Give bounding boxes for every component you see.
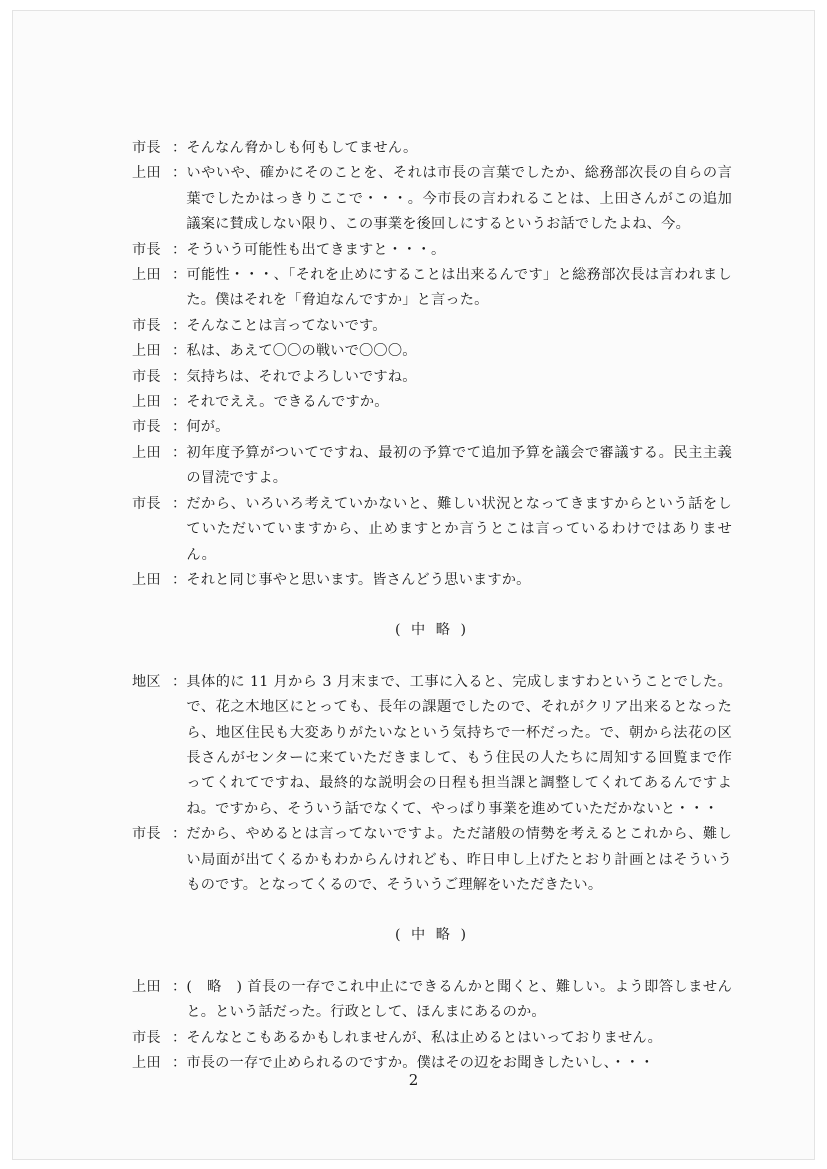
speaker-label: 地区	[132, 673, 161, 690]
dialogue-entry	[132, 822, 732, 898]
speech-text: 気持ちは、それでよろしいですね。	[186, 368, 417, 385]
speech-text: そんなとこもあるかもしれませんが、私は止めるとはいっておりません。	[186, 1029, 663, 1046]
speaker-separator: ：	[172, 978, 187, 995]
dialogue-entry	[132, 136, 732, 161]
speaker-label: 上田	[132, 267, 161, 284]
speech-text: 可能性・・・、「それを止めにすることは出来るんです」と総務部次長は言われました。僕はそれを「脅迫なんですか」と言った。	[186, 267, 732, 309]
speech-text: それでええ。できるんですか。	[186, 394, 389, 411]
speaker-label: 上田	[132, 571, 161, 588]
dialogue-entry	[132, 441, 732, 492]
speaker-label: 市長	[132, 1029, 161, 1046]
speaker-separator: ：	[172, 317, 187, 334]
speaker-separator: ：	[172, 1055, 187, 1071]
page-number: 2	[408, 1071, 419, 1089]
speaker-separator: ：	[172, 343, 187, 360]
dialogue-entry	[132, 314, 732, 339]
speaker-separator: ：	[172, 419, 187, 436]
speaker-separator: ：	[172, 826, 187, 843]
dialogue-entry	[132, 670, 732, 822]
speech-text: 私は、あえて〇〇の戦いで〇〇〇。	[186, 343, 417, 360]
speaker-label: 市長	[132, 419, 161, 436]
speaker-separator: ：	[172, 165, 187, 182]
dialogue-entry	[132, 365, 732, 390]
dialogue-entry	[132, 492, 732, 568]
speaker-separator: ：	[172, 444, 187, 461]
speaker-separator: ：	[172, 495, 187, 512]
dialogue-entry	[132, 263, 732, 314]
dialogue-entry	[132, 390, 732, 415]
speaker-separator: ：	[172, 267, 187, 284]
speech-text: いやいや、確かにそのことを、それは市長の言葉でしたか、総務部次長の自らの言葉でしたかはっきりここで・・・。今市長の言われることは、上田さんがこの追加議案に賛成しない限り、この事業を後回しにするというお話でしたよね、今。	[186, 165, 732, 233]
speaker-label: 市長	[132, 368, 161, 385]
dialogue-entry	[132, 975, 732, 1026]
speaker-label: 上田	[132, 165, 161, 182]
omission-marker: ( 中 略 )	[395, 622, 469, 639]
dialogue-entry	[132, 339, 732, 364]
speaker-label: 市長	[132, 826, 161, 843]
speech-text: 初年度予算がついてですね、最初の予算でて追加予算を議会で審議する。民主主義の冒涜ですよ。	[186, 444, 732, 487]
speaker-separator: ：	[172, 241, 187, 258]
dialogue-entry	[132, 568, 732, 593]
speaker-label: 上田	[132, 1055, 161, 1071]
speaker-label: 上田	[132, 394, 161, 411]
speaker-label: 上田	[132, 978, 161, 995]
speaker-separator: ：	[172, 394, 187, 411]
speaker-separator: ：	[172, 673, 187, 690]
speaker-separator: ：	[172, 571, 187, 588]
transcript	[132, 136, 732, 1076]
omission-marker: ( 中 略 )	[395, 927, 469, 944]
speaker-label: 市長	[132, 317, 161, 334]
speaker-label: 市長	[132, 495, 161, 512]
speech-text: ( 略 ) 首長の一存でこれ中止にできるんかと聞くと、難しい。よう即答しませんと。という話だった。行政として、ほんまにあるのか。	[186, 978, 732, 1021]
speaker-label: 上田	[132, 444, 161, 461]
speech-text: だから、いろいろ考えていかないと、難しい状況となってきますからという話をしていただいていますから、止めますとか言うとこは言っているわけではありません。	[186, 495, 732, 563]
speech-text: そういう可能性も出てきますと・・・。	[186, 241, 446, 258]
speech-text: そんなん脅かしも何もしてません。	[186, 140, 418, 156]
speaker-separator: ：	[172, 1029, 187, 1046]
speaker-label: 上田	[132, 343, 161, 360]
speech-text: 何が。	[186, 419, 230, 436]
speaker-separator: ：	[172, 140, 187, 156]
speech-text: だから、やめるとは言ってないですよ。ただ諸般の情勢を考えるとこれから、難しい局面が出てくるかもわからんけれども、昨日申し上げたとおり計画とはそういうものです。となってくるので、そういうご理解をいただきたい。	[186, 826, 732, 893]
speaker-label: 市長	[132, 241, 161, 258]
speech-text: 具体的に 11 月から 3 月末まで、工事に入ると、完成しますわということでした。で、花之木地区にとっても、長年の課題でしたので、それがクリア出来るとなったら、地区住民も大変ありがたいなという気持ちで一杯だった。で、朝から法花の区長さんがセンターに来ていただきまして、もう住民の人たちに周知する回覧まで作ってくれてですね、最終的な説明会の日程も担当課と調整してくれてあるんですよね。ですから、そういう話でなくて、やっぱり事業を進めていただかないと・・・	[186, 673, 732, 817]
dialogue-entry	[132, 1026, 732, 1051]
speech-text: 市長の一存で止められるのですか。僕はその辺をお聞きしたいし、・・・	[186, 1055, 655, 1071]
speaker-separator: ：	[172, 368, 187, 385]
dialogue-entry	[132, 415, 732, 440]
speech-text: それと同じ事やと思います。皆さんどう思いますか。	[186, 571, 531, 588]
speaker-label: 市長	[132, 140, 161, 156]
dialogue-entry	[132, 161, 732, 237]
speech-text: そんなことは言ってないです。	[186, 317, 387, 334]
dialogue-entry	[132, 238, 732, 263]
